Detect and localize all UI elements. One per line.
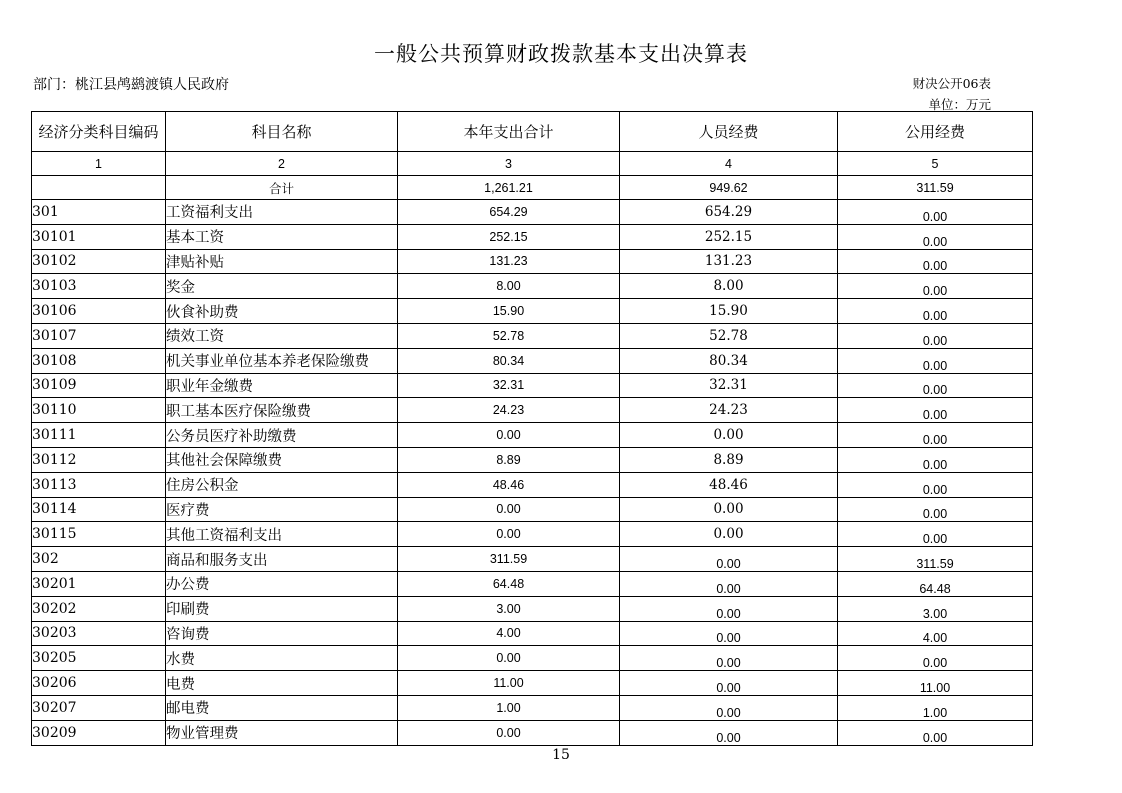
header-code: 经济分类科目编码 [32,112,166,152]
row-personnel: 131.23 [620,249,838,274]
table-row [32,547,1033,572]
table-row [32,423,1033,448]
row-personnel: 0.00 [620,720,838,745]
row-total: 1.00 [398,695,620,720]
table-row [32,200,1033,225]
row-code: 30109 [32,373,166,398]
row-public: 311.59 [838,547,1033,572]
row-name: 咨询费 [166,621,398,646]
row-name: 办公费 [166,571,398,596]
unit-label: 单位：万元 [928,97,991,112]
row-public: 0.00 [838,646,1033,671]
expenditure-table [31,111,1033,746]
row-code: 30113 [32,472,166,497]
row-public: 64.48 [838,571,1033,596]
row-public: 0.00 [838,274,1033,299]
row-code: 30103 [32,274,166,299]
row-personnel: 0.00 [620,547,838,572]
row-code: 30209 [32,720,166,745]
table-row [32,596,1033,621]
row-name: 基本工资 [166,224,398,249]
column-number: 3 [398,152,620,176]
row-name: 工资福利支出 [166,200,398,225]
row-name: 水费 [166,646,398,671]
row-total: 0.00 [398,522,620,547]
row-code: 30106 [32,299,166,324]
header-name: 科目名称 [166,112,398,152]
row-public: 0.00 [838,348,1033,373]
row-name: 机关事业单位基本养老保险缴费 [166,348,398,373]
row-personnel: 252.15 [620,224,838,249]
row-code: 30102 [32,249,166,274]
row-personnel: 24.23 [620,398,838,423]
row-total: 3.00 [398,596,620,621]
table-row [32,447,1033,472]
department-label: 部门：桃江县鸬鹚渡镇人民政府 [33,77,229,93]
header-row [32,112,1033,152]
row-total: 80.34 [398,348,620,373]
row-code: 30203 [32,621,166,646]
row-name: 医疗费 [166,497,398,522]
row-public: 0.00 [838,720,1033,745]
row-name: 商品和服务支出 [166,547,398,572]
column-number: 5 [838,152,1033,176]
table-row [32,472,1033,497]
row-total: 64.48 [398,571,620,596]
row-public: 11.00 [838,671,1033,696]
row-personnel: 654.29 [620,200,838,225]
page-number: 15 [552,747,570,763]
row-total: 0.00 [398,423,620,448]
row-code: 301 [32,200,166,225]
table-row [32,348,1033,373]
table-row [32,571,1033,596]
row-total: 11.00 [398,671,620,696]
column-number: 1 [32,152,166,176]
row-public: 0.00 [838,497,1033,522]
row-name: 绩效工资 [166,323,398,348]
row-personnel: 8.00 [620,274,838,299]
row-public: 0.00 [838,249,1033,274]
row-name: 电费 [166,671,398,696]
row-code: 30205 [32,646,166,671]
table-row [32,323,1033,348]
row-personnel: 0.00 [620,497,838,522]
row-total: 8.00 [398,274,620,299]
row-personnel: 48.46 [620,472,838,497]
row-public: 4.00 [838,621,1033,646]
row-name: 印刷费 [166,596,398,621]
table-row [32,695,1033,720]
row-personnel: 52.78 [620,323,838,348]
row-personnel: 0.00 [620,571,838,596]
row-public: 0.00 [838,423,1033,448]
row-total: 52.78 [398,323,620,348]
row-personnel: 15.90 [620,299,838,324]
table-row [32,522,1033,547]
row-code: 30112 [32,447,166,472]
row-name: 邮电费 [166,695,398,720]
row-public: 0.00 [838,323,1033,348]
row-total: 32.31 [398,373,620,398]
row-personnel: 32.31 [620,373,838,398]
row-name: 其他社会保障缴费 [166,447,398,472]
header-total: 本年支出合计 [398,112,620,152]
row-personnel: 0.00 [620,522,838,547]
row-total: 0.00 [398,646,620,671]
row-public: 0.00 [838,224,1033,249]
row-code: 30201 [32,571,166,596]
row-code: 30114 [32,497,166,522]
table-row [32,671,1033,696]
row-name: 物业管理费 [166,720,398,745]
row-public: 0.00 [838,299,1033,324]
total-code-cell [32,176,166,200]
table-row [32,720,1033,745]
row-code: 30115 [32,522,166,547]
table-row [32,621,1033,646]
row-total: 0.00 [398,497,620,522]
row-name: 伙食补助费 [166,299,398,324]
table-row [32,224,1033,249]
table-row [32,299,1033,324]
page-title: 一般公共预算财政拨款基本支出决算表 [374,42,748,66]
row-total: 24.23 [398,398,620,423]
row-public: 0.00 [838,472,1033,497]
row-personnel: 0.00 [620,695,838,720]
header-personnel: 人员经费 [620,112,838,152]
row-code: 30111 [32,423,166,448]
row-name: 奖金 [166,274,398,299]
table-row [32,274,1033,299]
row-name: 津贴补贴 [166,249,398,274]
column-number-row [32,152,1033,176]
total-label: 合计 [166,176,398,200]
row-public: 0.00 [838,373,1033,398]
row-public: 0.00 [838,447,1033,472]
row-total: 15.90 [398,299,620,324]
table-row [32,249,1033,274]
table-row [32,398,1033,423]
row-name: 公务员医疗补助缴费 [166,423,398,448]
row-total: 8.89 [398,447,620,472]
row-total: 654.29 [398,200,620,225]
row-total: 252.15 [398,224,620,249]
table-row [32,646,1033,671]
row-code: 30202 [32,596,166,621]
row-name: 住房公积金 [166,472,398,497]
row-total: 4.00 [398,621,620,646]
row-personnel: 0.00 [620,621,838,646]
row-total: 311.59 [398,547,620,572]
row-code: 30108 [32,348,166,373]
row-code: 30206 [32,671,166,696]
row-name: 其他工资福利支出 [166,522,398,547]
column-number: 2 [166,152,398,176]
row-public: 0.00 [838,398,1033,423]
row-personnel: 80.34 [620,348,838,373]
table-row [32,373,1033,398]
row-code: 30101 [32,224,166,249]
row-name: 职业年金缴费 [166,373,398,398]
row-name: 职工基本医疗保险缴费 [166,398,398,423]
row-code: 30107 [32,323,166,348]
total-row [32,176,1033,200]
total-public: 311.59 [838,176,1033,200]
header-public: 公用经费 [838,112,1033,152]
row-public: 1.00 [838,695,1033,720]
row-personnel: 8.89 [620,447,838,472]
row-public: 0.00 [838,522,1033,547]
row-total: 0.00 [398,720,620,745]
row-code: 30207 [32,695,166,720]
row-personnel: 0.00 [620,423,838,448]
row-code: 302 [32,547,166,572]
table-row [32,497,1033,522]
row-code: 30110 [32,398,166,423]
row-total: 48.46 [398,472,620,497]
row-personnel: 0.00 [620,646,838,671]
row-personnel: 0.00 [620,596,838,621]
row-personnel: 0.00 [620,671,838,696]
form-code: 财决公开06表 [912,76,991,91]
row-public: 0.00 [838,200,1033,225]
row-public: 3.00 [838,596,1033,621]
column-number: 4 [620,152,838,176]
total-amount: 1,261.21 [398,176,620,200]
row-total: 131.23 [398,249,620,274]
total-personnel: 949.62 [620,176,838,200]
